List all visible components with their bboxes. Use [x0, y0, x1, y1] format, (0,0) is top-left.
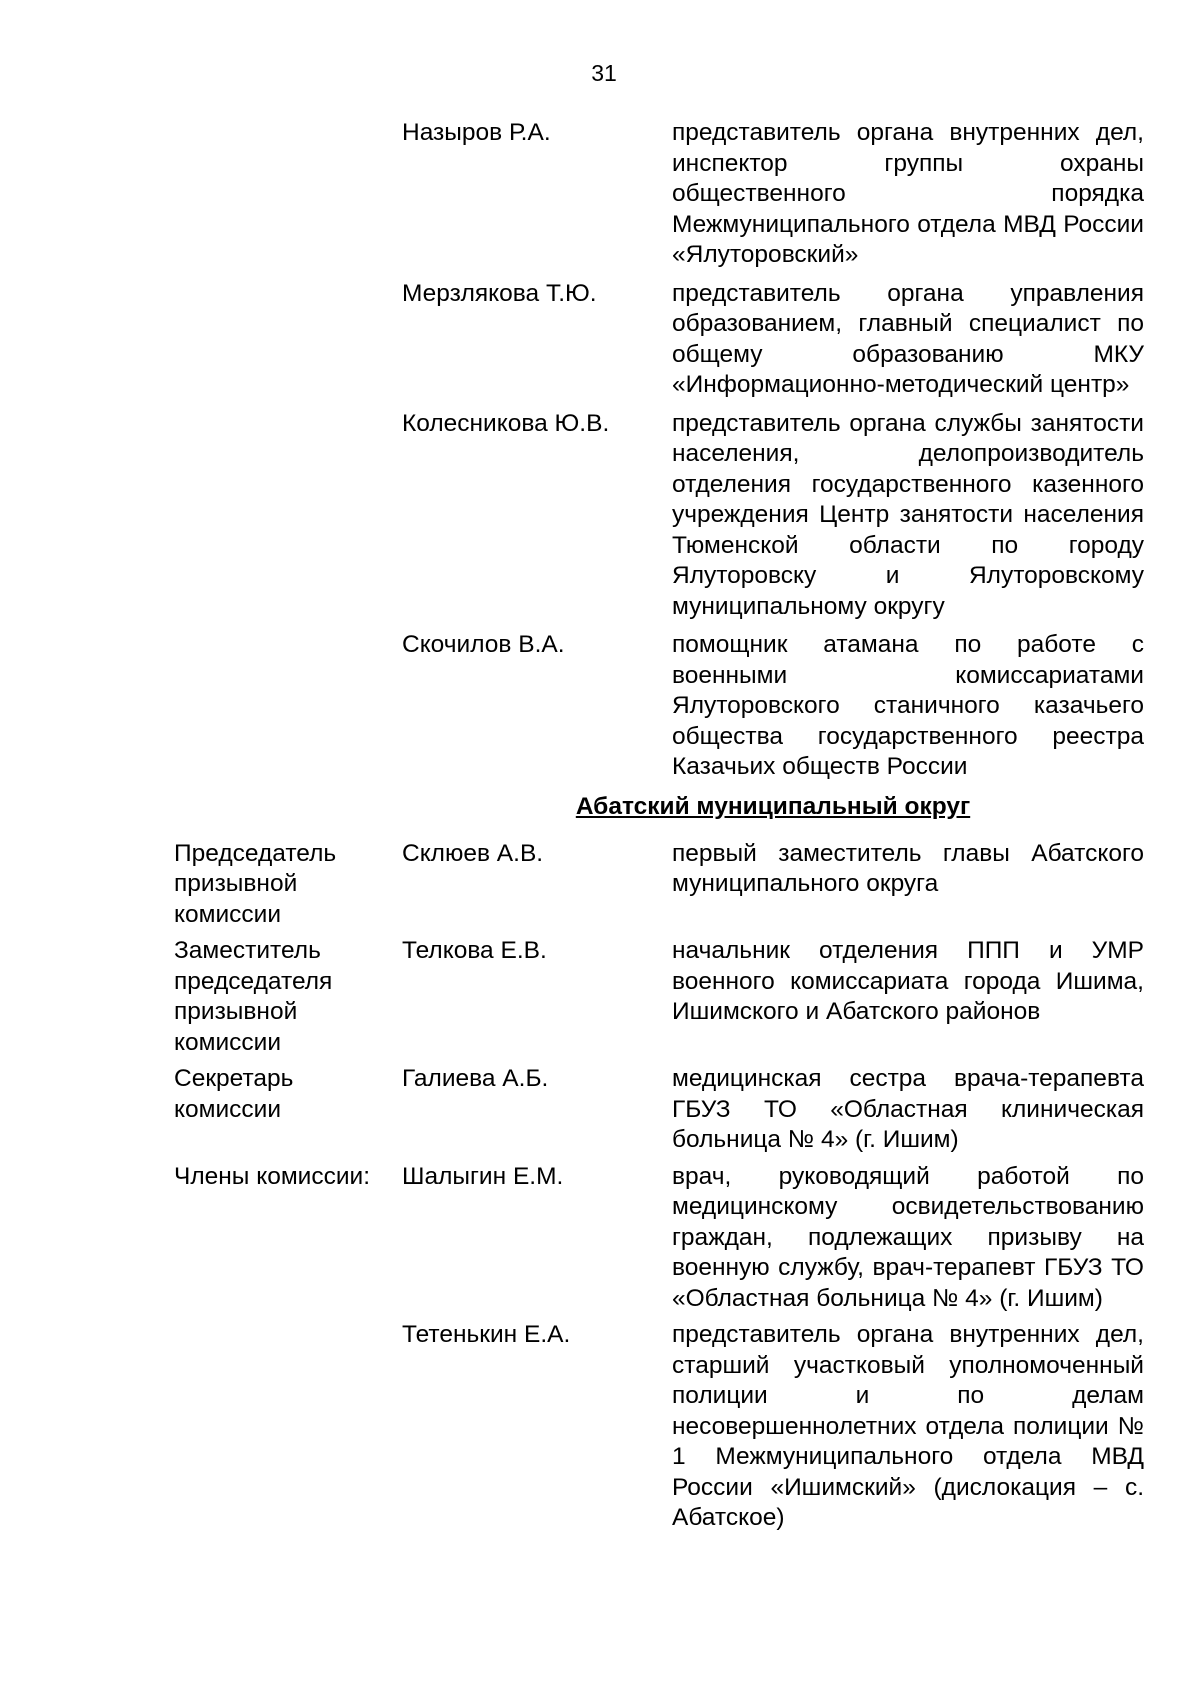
member-description: представитель органа управления образованием, главный специалист по общему образованию МКУ «Информационно-методический центр» [672, 279, 1144, 398]
member-row [174, 936, 1144, 1058]
commission-roster [174, 118, 1144, 1534]
member-row [174, 1320, 1144, 1534]
member-role: Заместитель председателя призывной комиссии [174, 937, 333, 1056]
member-description: помощник атамана по работе с военными комиссариатами Ялуторовского станичного казачьего общества государственного реестра Казачьих обществ России [672, 631, 1144, 780]
member-name: Галиева А.Б. [402, 1065, 549, 1092]
member-name: Мерзлякова Т.Ю. [402, 279, 597, 307]
member-description: представитель органа внутренних дел, старший участковый уполномоченный полиции и по делам несовершеннолетних отдела полиции № 1 Межмуниципального отдела МВД России «Ишимский» (дислокация – с. Абатское) [672, 1321, 1144, 1531]
member-role: Председатель призывной комиссии [174, 839, 337, 928]
member-row [174, 1064, 1144, 1156]
member-row [174, 409, 1144, 623]
member-row [174, 839, 1144, 931]
member-row [174, 1162, 1144, 1315]
member-role: Секретарь комиссии [174, 1065, 294, 1123]
member-name: Склюев А.В. [402, 839, 544, 867]
member-description: представитель органа службы занятости населения, делопроизводитель отделения государственного казенного учреждения Центр занятости населения Тюменской области по городу Ялуторовску и Ялуторовскому муниципальному округу [672, 409, 1144, 620]
member-row [174, 279, 1144, 401]
member-name: Назыров Р.А. [402, 119, 551, 146]
member-description: первый заместитель главы Абатского муниципального округа [672, 839, 1144, 897]
member-description: медицинская сестра врача-терапевта ГБУЗ ТО «Областная клиническая больница № 4» (г. Ишим) [672, 1065, 1144, 1153]
member-description: начальник отделения ППП и УМР военного комиссариата города Ишима, Ишимского и Абатского районов [672, 937, 1144, 1025]
member-row [174, 630, 1144, 783]
member-description: врач, руководящий работой по медицинскому освидетельствованию граждан, подлежащих призыву на военную службу, врач-терапевт ГБУЗ ТО «Областная больница № 4» (г. Ишим) [672, 1162, 1144, 1312]
member-name: Колесникова Ю.В. [402, 409, 610, 437]
member-role: Члены комиссии: [174, 1162, 371, 1190]
member-row [174, 118, 1144, 271]
member-description: представитель органа внутренних дел, инспектор группы охраны общественного порядка Межмуниципального отдела МВД России «Ялуторовский» [672, 119, 1144, 268]
member-name: Телкова Е.В. [402, 937, 547, 964]
page-number: 31 [591, 60, 617, 86]
member-name: Шалыгин Е.М. [402, 1162, 564, 1190]
member-name: Скочилов В.А. [402, 631, 565, 658]
member-name: Тетенькин Е.А. [402, 1321, 571, 1348]
section-heading: Абатский муниципальный округ [575, 792, 971, 820]
